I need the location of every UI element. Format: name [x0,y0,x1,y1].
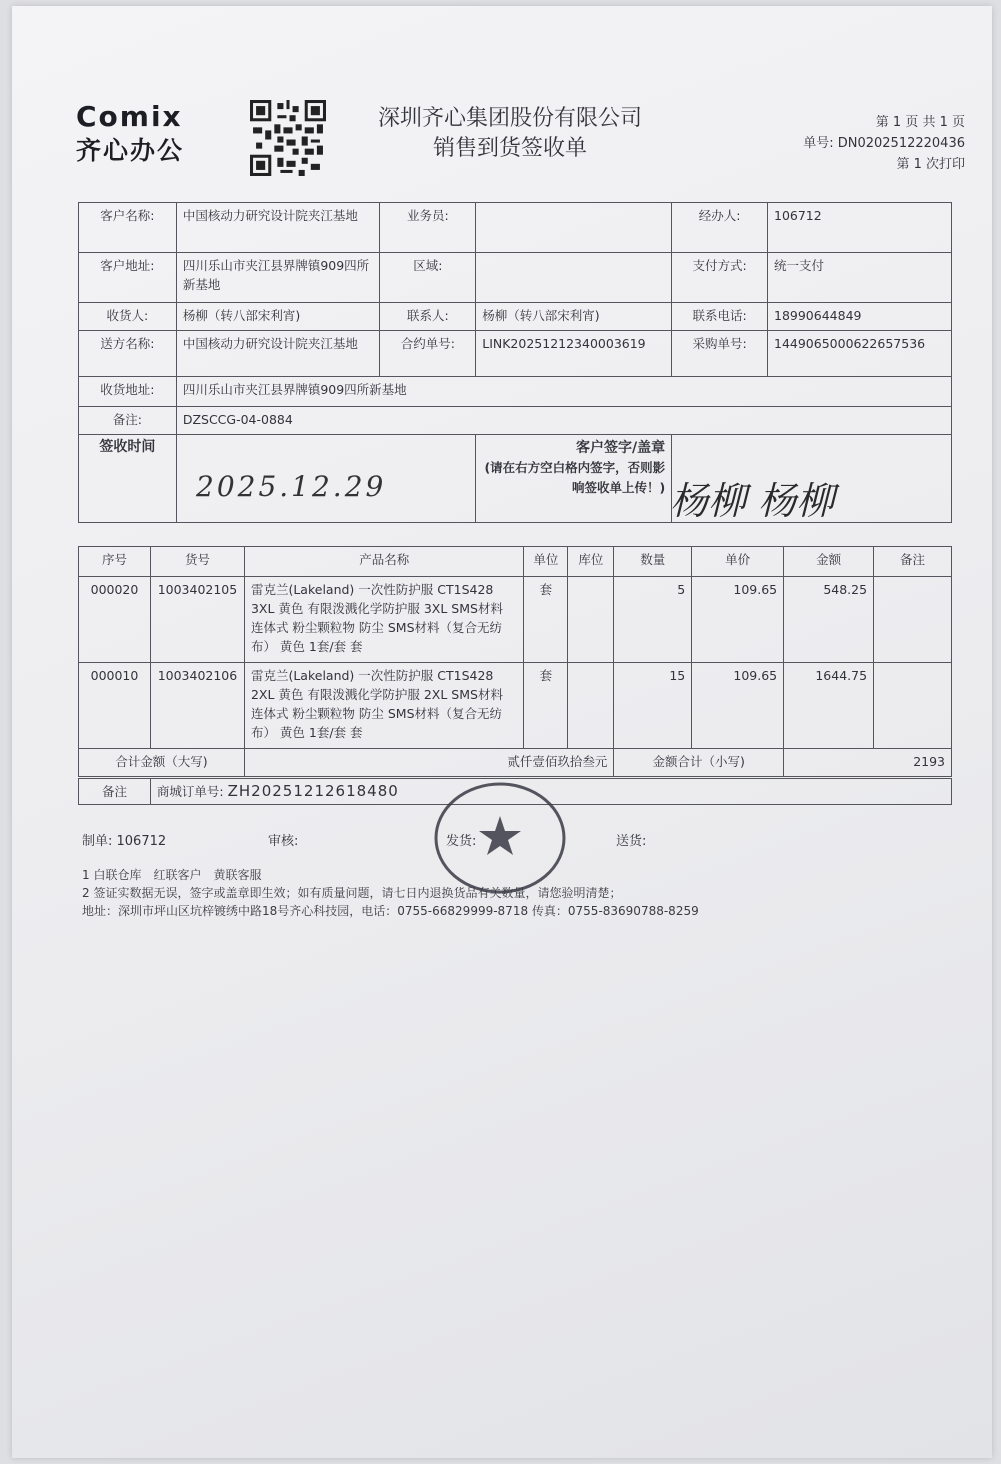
po-label: 采购单号: [672,331,768,377]
salesman-label: 业务员: [380,203,476,253]
doc-number: 单号: DN0202512220436 [803,136,965,151]
shipper: 发货: [446,834,477,849]
custsign-note: (请在右方空白格内签字，否则影响签收单上传！) [484,460,666,495]
row-price: 109.65 [692,663,784,749]
row-unit: 套 [524,663,568,749]
region-value [476,253,672,303]
handwritten-signature: 杨柳 杨柳 [670,479,835,523]
contact-value: 杨柳（转八部宋利宵) [476,303,672,331]
contact-label: 联系人: [380,303,476,331]
items-header-row [79,547,952,577]
contract-value: LINK20251212340003619 [476,331,672,377]
col-name: 产品名称 [244,547,524,577]
shipto-label: 送方名称: [79,331,177,377]
row-remark [874,663,952,749]
company-stamp-icon [430,778,570,898]
signtime-label: 签收时间 [79,435,177,523]
consignee-label: 收货人: [79,303,177,331]
col-loc: 库位 [568,547,614,577]
col-amount: 金额 [784,547,874,577]
custsign-label: 客户签字/盖章 [576,440,666,456]
addr-label: 客户地址: [79,253,177,303]
deliv-addr-value: 四川乐山市夹江县界牌镇909四所新基地 [176,377,951,407]
logo-en: Comix [76,100,183,133]
comix-logo [76,100,184,167]
row-remark [874,577,952,663]
handler-label: 经办人: [672,203,768,253]
page-info [803,112,965,175]
customer-value: 中国核动力研究设计院夹江基地 [176,203,380,253]
row-qty: 15 [614,663,692,749]
mall-order-value: ZH20251212618480 [227,782,399,800]
phone-label: 联系电话: [672,303,768,331]
table-row [79,663,952,749]
note-2: 2 签证实数据无误，签字或盖章即生效；如有质量问题，请七日内退换货品有关数量，请您验明清楚； [82,886,622,900]
total-row [79,749,952,777]
col-remark: 备注 [874,547,952,577]
logo-cn: 齐心办公 [76,136,185,165]
table-row [79,577,952,663]
remark-value: DZSCCG-04-0884 [176,407,951,435]
items-table [78,546,952,777]
contract-label: 合约单号: [380,331,476,377]
pay-label: 支付方式: [672,253,768,303]
addr-value: 四川乐山市夹江县界牌镇909四所新基地 [176,253,380,303]
col-unit: 单位 [524,547,568,577]
row-seq: 000010 [79,663,151,749]
remark-label: 备注: [79,407,177,435]
phone-value: 18990644849 [768,303,952,331]
row-name: 雷克兰(Lakeland) 一次性防护服 CT1S428 2XL 黄色 有限泼溅化学防护服 2XL SMS材料 连体式 粉尘颗粒物 防尘 SMS材料（复合无纺布） 黄色 1套/套 套 [244,663,524,749]
row-seq: 000020 [79,577,151,663]
row-loc [568,577,614,663]
shipto-value: 中国核动力研究设计院夹江基地 [176,331,380,377]
document-title-block [320,104,700,164]
page-number: 第 1 页 共 1 页 [875,115,965,130]
company-name: 深圳齐心集团股份有限公司 [377,106,642,131]
total-cn-label: 合计金额（大写) [79,749,245,777]
pay-value: 统一支付 [768,253,952,303]
total-value: 2193 [784,749,952,777]
mall-remark-label: 备注 [79,779,151,805]
row-amount: 1644.75 [784,663,874,749]
row-amount: 548.25 [784,577,874,663]
col-code: 货号 [150,547,244,577]
col-seq: 序号 [79,547,151,577]
print-count: 第 1 次打印 [896,157,965,172]
col-qty: 数量 [614,547,692,577]
note-1: 1 白联仓库 红联客户 黄联客服 [82,868,262,882]
customer-label: 客户名称: [79,203,177,253]
consignee-value: 杨柳（转八部宋利宵) [176,303,380,331]
region-label: 区域: [380,253,476,303]
custsign-cell [476,435,672,523]
maker: 制单: 106712 [82,834,167,849]
po-value: 1449065000622657536 [768,331,952,377]
row-code: 1003402105 [150,577,244,663]
handler-value: 106712 [768,203,952,253]
mall-order-label: 商城订单号: [156,784,224,799]
salesman-value [476,203,672,253]
delivery: 送货: [616,834,647,849]
address-note: 地址：深圳市坪山区坑梓镀绣中路18号齐心科技园，电话：0755-66829999-8718 传真：0755-83690788-8259 [82,904,699,918]
row-unit: 套 [524,577,568,663]
row-code: 1003402106 [150,663,244,749]
row-loc [568,663,614,749]
row-qty: 5 [614,577,692,663]
deliv-addr-label: 收货地址: [79,377,177,407]
total-cn-value: 贰仟壹佰玖拾叁元 [244,749,613,777]
qr-code-icon [250,100,326,176]
handwritten-sign-date: 2025.12.29 [196,470,387,503]
review: 审核: [268,834,299,849]
doc-title: 销售到货签收单 [432,136,587,161]
total-label: 金额合计（小写) [614,749,784,777]
row-price: 109.65 [692,577,784,663]
col-price: 单价 [692,547,784,577]
row-name: 雷克兰(Lakeland) 一次性防护服 CT1S428 3XL 黄色 有限泼溅化学防护服 3XL SMS材料 连体式 粉尘颗粒物 防尘 SMS材料（复合无纺布） 黄色 1套/套 套 [244,577,524,663]
